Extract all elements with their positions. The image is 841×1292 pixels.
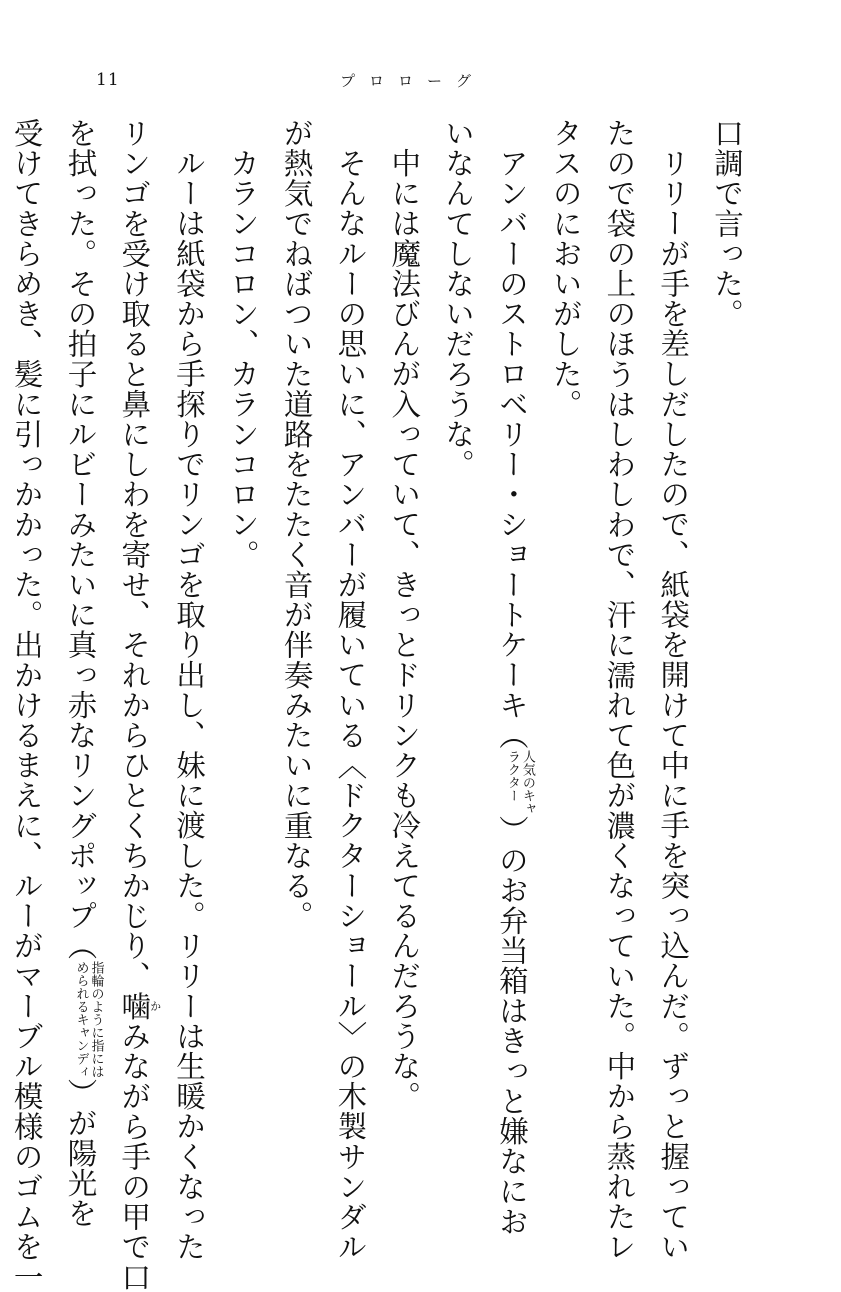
text-line: が熱気でねばついた道路をたたく音が伴奏みたいに重なる。	[279, 118, 314, 931]
text-segment: アンバーのストロベリー・ショートケーキ（	[494, 147, 529, 750]
text-segment: を拭った。その拍子にルビーみたいに真っ赤なリングポップ（	[63, 118, 98, 961]
text-line: 口調で言った。	[710, 118, 744, 329]
ruby-reading: か	[148, 990, 162, 1022]
text-line: リリーが手を差しだしたので、紙袋を開けて中に手を突っ込んだ。ずっと握ってい	[656, 147, 691, 1262]
text-line: 中には魔法びんが入っていて、きっとドリンクも冷えてるんだろうな。	[387, 147, 422, 1111]
text-segment: ）が陽光を	[63, 1077, 98, 1229]
text-line	[106, 118, 162, 1292]
body-text	[0, 118, 753, 1292]
inline-note	[505, 750, 535, 815]
ruby-word	[117, 990, 162, 1022]
text-segment: ）のお弁当箱はきっと嫌なにお	[494, 814, 529, 1236]
running-head: プロローグ	[340, 72, 486, 90]
text-line: タスのにおいがした。	[548, 118, 583, 419]
ruby-base: 噛	[117, 990, 152, 1022]
text-line: いなんてしないだろうな。	[441, 118, 476, 480]
page-number: 11	[96, 70, 120, 90]
text-line: たので袋の上のほうはしわしわで、汗に濡れて色が濃くなっていた。中から蒸れたレ	[602, 118, 637, 1262]
inline-note-line: 人気のキャ	[519, 749, 535, 815]
inline-note	[73, 961, 103, 1078]
inline-note-line: められるキャンディ	[73, 960, 89, 1078]
text-line	[53, 118, 107, 1229]
inline-note-line: ラクター	[504, 749, 520, 802]
text-line	[484, 118, 538, 1236]
text-line: カランコロン、カランコロン。	[225, 147, 260, 569]
text-line: ルーは紙袋から手探りでリンゴを取り出し、妹に渡した。リリーは生暖かくなった	[172, 147, 207, 1262]
text-line: そんなルーの思いに、アンバーが履いている〈ドクターショール〉の木製サンダル	[333, 147, 368, 1262]
text-segment: リンゴを受け取ると鼻にしわを寄せ、それからひとくちかじり、	[117, 118, 152, 991]
text-line: 受けてきらめき、髪に引っかかった。出かけるまえに、ルーがマーブル模様のゴムを一	[9, 118, 44, 1292]
text-segment: みながら手の甲で口	[117, 1021, 152, 1292]
inline-note-line: 指輪のように指には	[88, 960, 104, 1078]
